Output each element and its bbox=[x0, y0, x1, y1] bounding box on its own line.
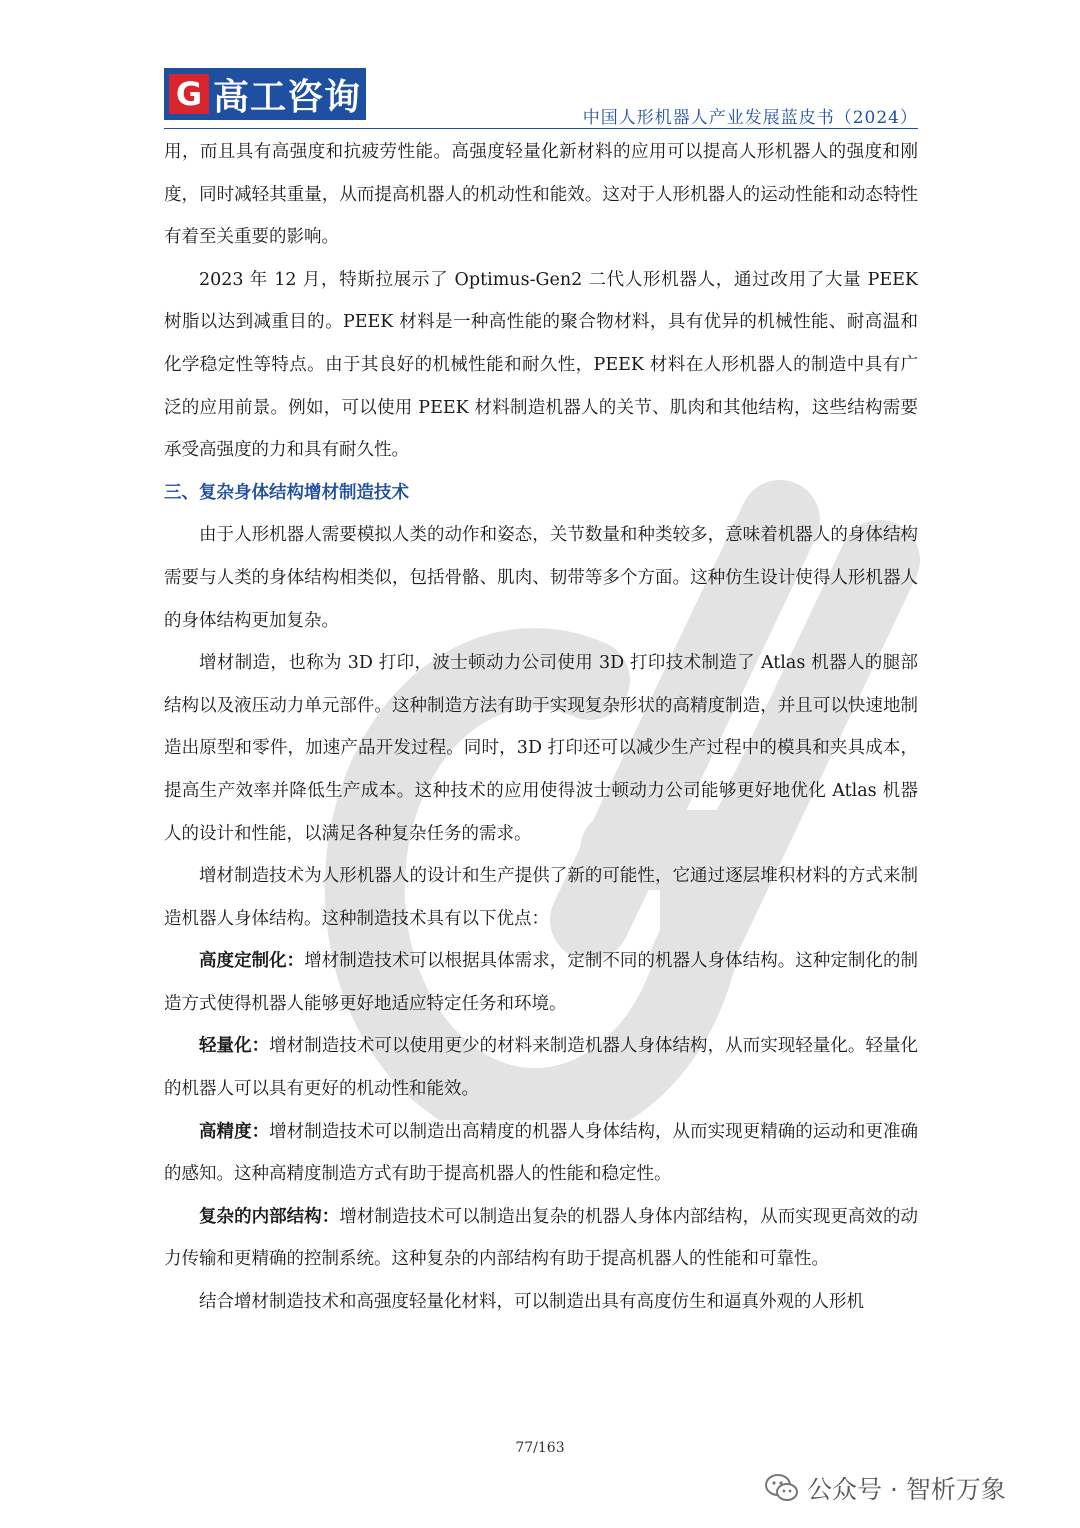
wechat-account-label: 公众号 · 智析万象 bbox=[807, 1475, 1006, 1504]
document-title: 中国人形机器人产业发展蓝皮书（2024） bbox=[582, 108, 918, 128]
wechat-icon bbox=[765, 1473, 799, 1503]
advantage-label: 轻量化： bbox=[199, 1036, 270, 1057]
advantage-label: 复杂的内部结构： bbox=[199, 1206, 340, 1227]
page-number: 77/163 bbox=[515, 1440, 565, 1456]
paragraph-body-structure: 由于人形机器人需要模拟人类的动作和姿态，关节数量和种类较多，意味着机器人的身体结构需要与人类的身体结构相类似，包括骨骼、肌肉、韧带等多个方面。这种仿生设计使得人形机器人的身体结构更加复杂。 bbox=[164, 525, 918, 631]
advantage-text: 增材制造技术可以根据具体需求，定制不同的机器人身体结构。这种定制化的制造方式使得机器人能够更好地适应特定任务和环境。 bbox=[164, 951, 919, 1014]
logo-mark: G bbox=[169, 74, 209, 114]
advantage-text: 增材制造技术可以使用更少的材料来制造机器人身体结构，从而实现轻量化。轻量化的机器人可以具有更好的机动性和能效。 bbox=[164, 1036, 919, 1100]
advantage-text: 增材制造技术可以制造出高精度的机器人身体结构，从而实现更精确的运动和更准确的感知。这种高精度制造方式有助于提高机器人的性能和稳定性。 bbox=[164, 1121, 919, 1185]
paragraph-tesla-peek: 2023 年 12 月，特斯拉展示了 Optimus-Gen2 二代人形机器人，通过改用了大量 PEEK 树脂以达到减重目的。PEEK 材料是一种高性能的聚合物材料，具有优异的机械性能、耐高温和化学稳定性等特点。由于其良好的机械性能和耐久性，PEEK 材料在人形机器人的制造中具有广泛的应用前景。例如，可以使用 PEEK 材料制造机器人的关节、肌肉和其他结构，这些结构需要承受高强度的力和具有耐久性。 bbox=[164, 269, 918, 461]
section-heading: 三、复杂身体结构增材制造技术 bbox=[164, 482, 409, 503]
header-divider bbox=[164, 128, 918, 129]
page-body bbox=[164, 131, 918, 1324]
advantage-customization bbox=[164, 940, 918, 1025]
advantage-precision bbox=[164, 1111, 918, 1196]
advantage-label: 高度定制化： bbox=[199, 951, 305, 972]
paragraph-conclusion: 结合增材制造技术和高强度轻量化材料，可以制造出具有高度仿生和逼真外观的人形机 bbox=[199, 1292, 864, 1313]
paragraph-continued: 用，而且具有高强度和抗疲劳性能。高强度轻量化新材料的应用可以提高人形机器人的强度和刚度，同时减轻其重量，从而提高机器人的机动性和能效。这对于人形机器人的运动性能和动态特性有着至关重要的影响。 bbox=[164, 142, 918, 248]
wechat-account-watermark bbox=[765, 1470, 1006, 1506]
paragraph-additive-advantages: 增材制造技术为人形机器人的设计和生产提供了新的可能性，它通过逐层堆积材料的方式来制造机器人身体结构。这种制造技术具有以下优点： bbox=[164, 866, 918, 929]
advantage-lightweight bbox=[164, 1025, 918, 1110]
company-logo bbox=[164, 68, 366, 120]
advantage-internal-structure bbox=[164, 1196, 918, 1281]
advantage-label: 高精度： bbox=[199, 1121, 270, 1142]
logo-text: 高工咨询 bbox=[213, 76, 362, 118]
paragraph-3d-printing: 增材制造，也称为 3D 打印，波士顿动力公司使用 3D 打印技术制造了 Atlas 机器人的腿部结构以及液压动力单元部件。这种制造方法有助于实现复杂形状的高精度制造，并且可以快速地制造出原型和零件，加速产品开发过程。同时，3D 打印还可以减少生产过程中的模具和夹具成本，提高生产效率并降低生产成本。这种技术的应用使得波士顿动力公司能够更好地优化 Atlas 机器人的设计和性能，以满足各种复杂任务的需求。 bbox=[164, 653, 918, 844]
advantage-text: 增材制造技术可以制造出复杂的机器人身体内部结构，从而实现更高效的动力传输和更精确的控制系统。这种复杂的内部结构有助于提高机器人的性能和可靠性。 bbox=[164, 1206, 919, 1270]
